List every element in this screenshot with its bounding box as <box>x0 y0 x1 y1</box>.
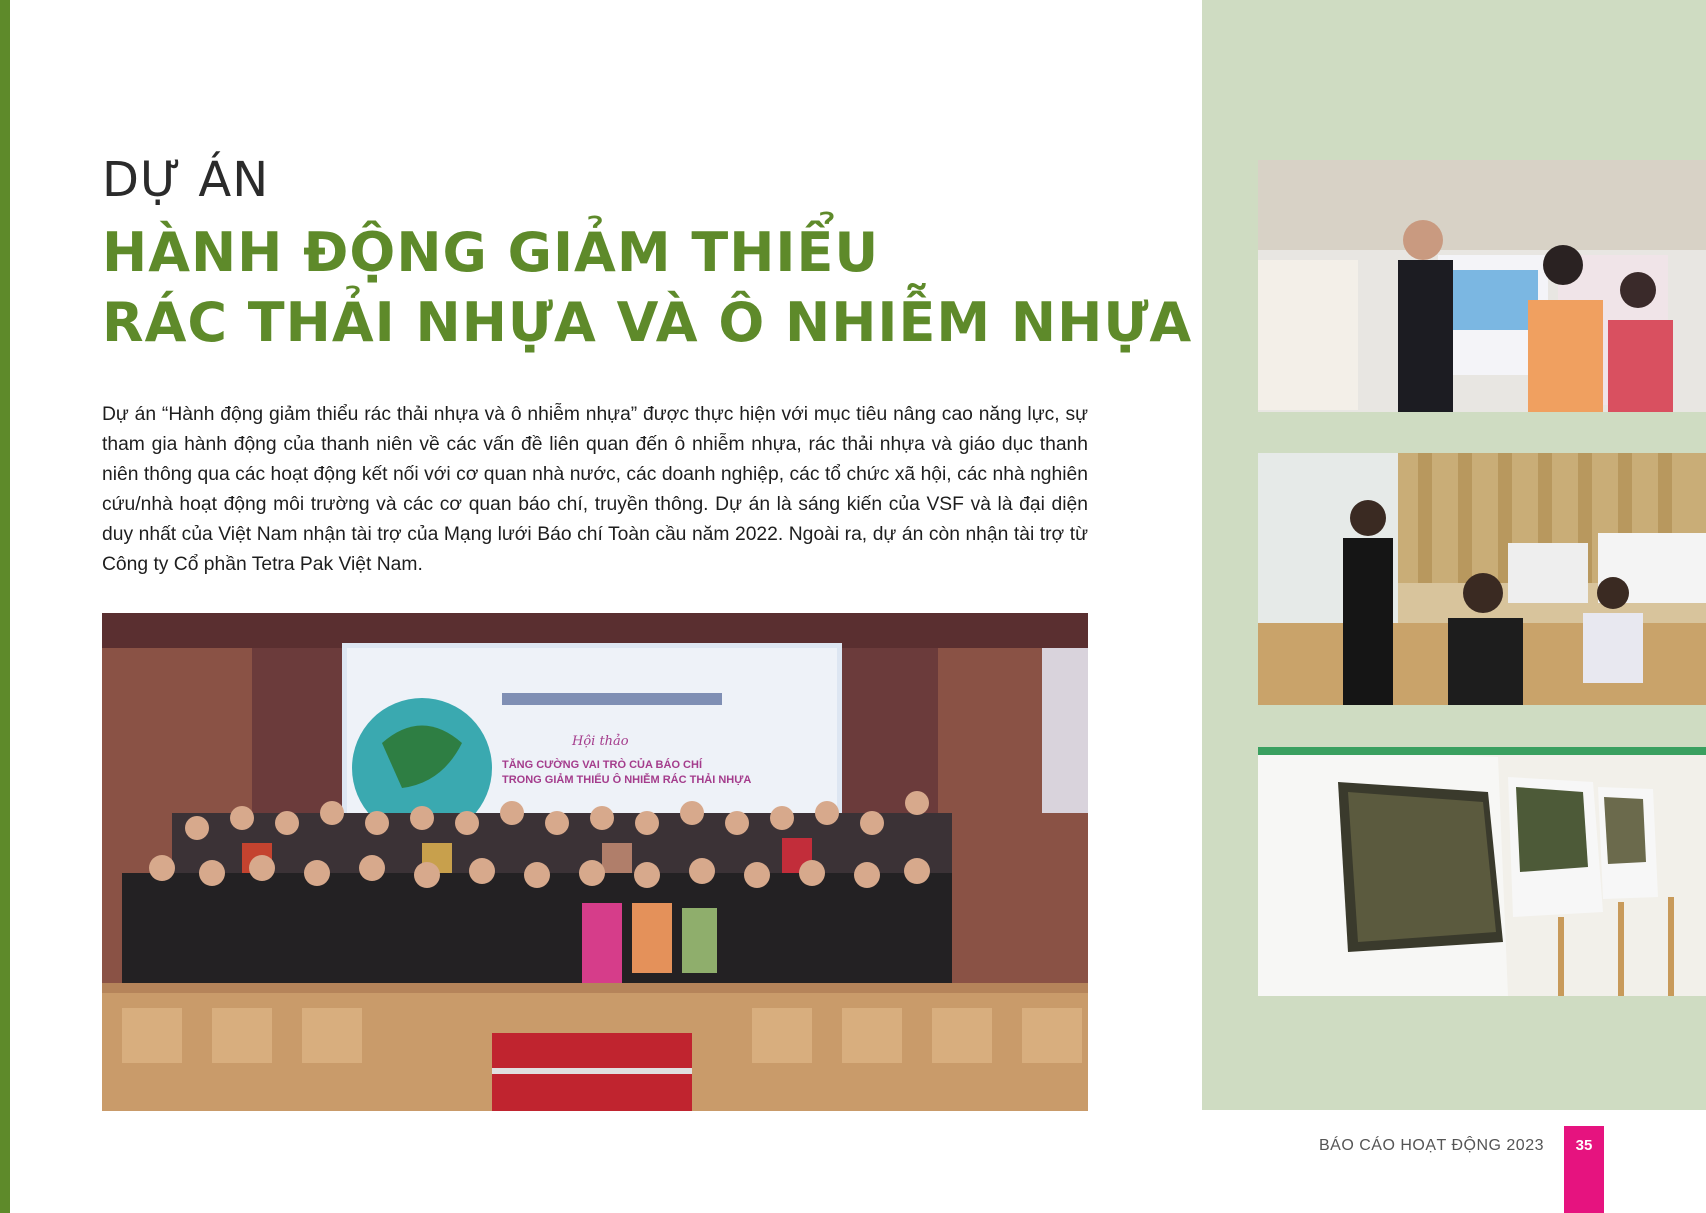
exhibition-photo-1 <box>1258 160 1706 412</box>
svg-text:TRONG GIẢM THIỂU Ô NHIỄM RÁC T: TRONG GIẢM THIỂU Ô NHIỄM RÁC THẢI NHỰA <box>502 774 752 786</box>
svg-text:TĂNG CƯỜNG VAI TRÒ CỦA BÁO CHÍ: TĂNG CƯỜNG VAI TRÒ CỦA BÁO CHÍ <box>502 759 703 771</box>
title-line-1: HÀNH ĐỘNG GIẢM THIỂU <box>102 221 880 284</box>
section-kicker: DỰ ÁN <box>102 152 270 208</box>
report-title: BÁO CÁO HOẠT ĐỘNG 2023 <box>1319 1137 1544 1154</box>
page-title <box>102 218 1192 358</box>
page-number-badge <box>1564 1126 1604 1213</box>
project-description: Dự án “Hành động giảm thiểu rác thải nhựa và ô nhiễm nhựa” được thực hiện với mục tiêu nâng cao năng lực, sự tham gia hành động của thanh niên về các vấn đề liên quan đến ô nhiễm nhựa, rác thải nhựa và giáo dục thanh niên thông qua các hoạt động kết nối với cơ quan nhà nước, các doanh nghiệp, các tổ chức xã hội, các nhà nghiên cứu/nhà hoạt động môi trường và các cơ quan báo chí, truyền thông. Dự án là sáng kiến của VSF và là đại diện duy nhất của Việt Nam nhận tài trợ của Mạng lưới Báo chí Toàn cầu năm 2022. Ngoài ra, dự án còn nhận tài trợ từ Công ty Cổ phần Tetra Pak Việt Nam. <box>102 404 1088 575</box>
page-number: 35 <box>1575 1137 1593 1154</box>
group-photo <box>102 613 1088 1111</box>
svg-text:Hội thảo: Hội thảo <box>572 734 629 749</box>
title-line-2: RÁC THẢI NHỰA VÀ Ô NHIỄM NHỰA <box>102 291 1193 354</box>
left-accent-bar <box>0 0 10 1213</box>
photo-exhibit-easels <box>1258 747 1706 996</box>
speaker-photo <box>1258 453 1706 705</box>
